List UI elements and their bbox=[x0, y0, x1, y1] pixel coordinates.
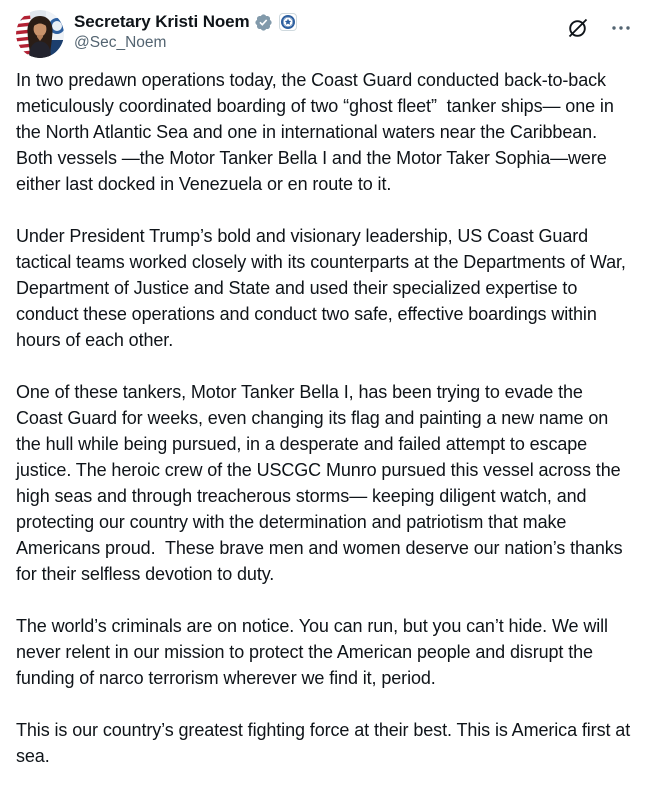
user-handle[interactable]: @Sec_Noem bbox=[74, 34, 167, 51]
tweet-paragraph: One of these tankers, Motor Tanker Bella I, has been trying to evade the Coast Guard for weeks, even changing its flag and painting a new name on the hull while being pursued, in a desperate and failed attempt to escape justice. The heroic crew of the USCGC Munro pursued this vessel across the high seas and through treacherous storms— keeping diligent watch, and protecting our country with the determination and patriotism that make Americans proud. These brave men and women deserve our nation’s thanks for their selfless devotion to duty. bbox=[16, 382, 628, 584]
grok-actions-button[interactable] bbox=[564, 14, 592, 42]
avatar-image bbox=[16, 10, 64, 58]
user-identity bbox=[74, 10, 297, 52]
more-ellipsis-icon bbox=[610, 17, 632, 39]
tweet-text bbox=[16, 67, 634, 769]
tweet-paragraph: The world’s criminals are on notice. You can run, but you can’t hide. We will never relent in our mission to protect the American people and disrupt the funding of narco terrorism wherever we find it, period. bbox=[16, 616, 613, 688]
dhs-affiliation-badge-icon[interactable] bbox=[279, 13, 297, 31]
header-actions bbox=[564, 10, 634, 42]
grok-icon bbox=[566, 16, 590, 40]
name-row bbox=[74, 12, 297, 32]
avatar[interactable] bbox=[16, 10, 64, 58]
tweet-paragraph: Under President Trump’s bold and visionary leadership, US Coast Guard tactical teams worked closely with its counterparts at the Departments of War, Department of Justice and State and used their specialized expertise to conduct these operations and conduct two safe, effective boardings within hours of each other. bbox=[16, 226, 631, 350]
display-name[interactable]: Secretary Kristi Noem bbox=[74, 12, 250, 31]
tweet-header bbox=[16, 10, 634, 58]
tweet-paragraph: This is our country’s greatest fighting force at their best. This is America first at sea. bbox=[16, 720, 635, 766]
more-options-button[interactable] bbox=[608, 15, 634, 41]
tweet-paragraph: In two predawn operations today, the Coast Guard conducted back-to-back meticulously coordinated boarding of two “ghost fleet” tanker ships— one in the North Atlantic Sea and one in international waters near the Caribbean. Both vessels —the Motor Tanker Bella I and the Motor Taker Sophia—were either last docked in Venezuela or en route to it. bbox=[16, 70, 619, 194]
verified-checkmark-icon[interactable] bbox=[254, 13, 273, 32]
